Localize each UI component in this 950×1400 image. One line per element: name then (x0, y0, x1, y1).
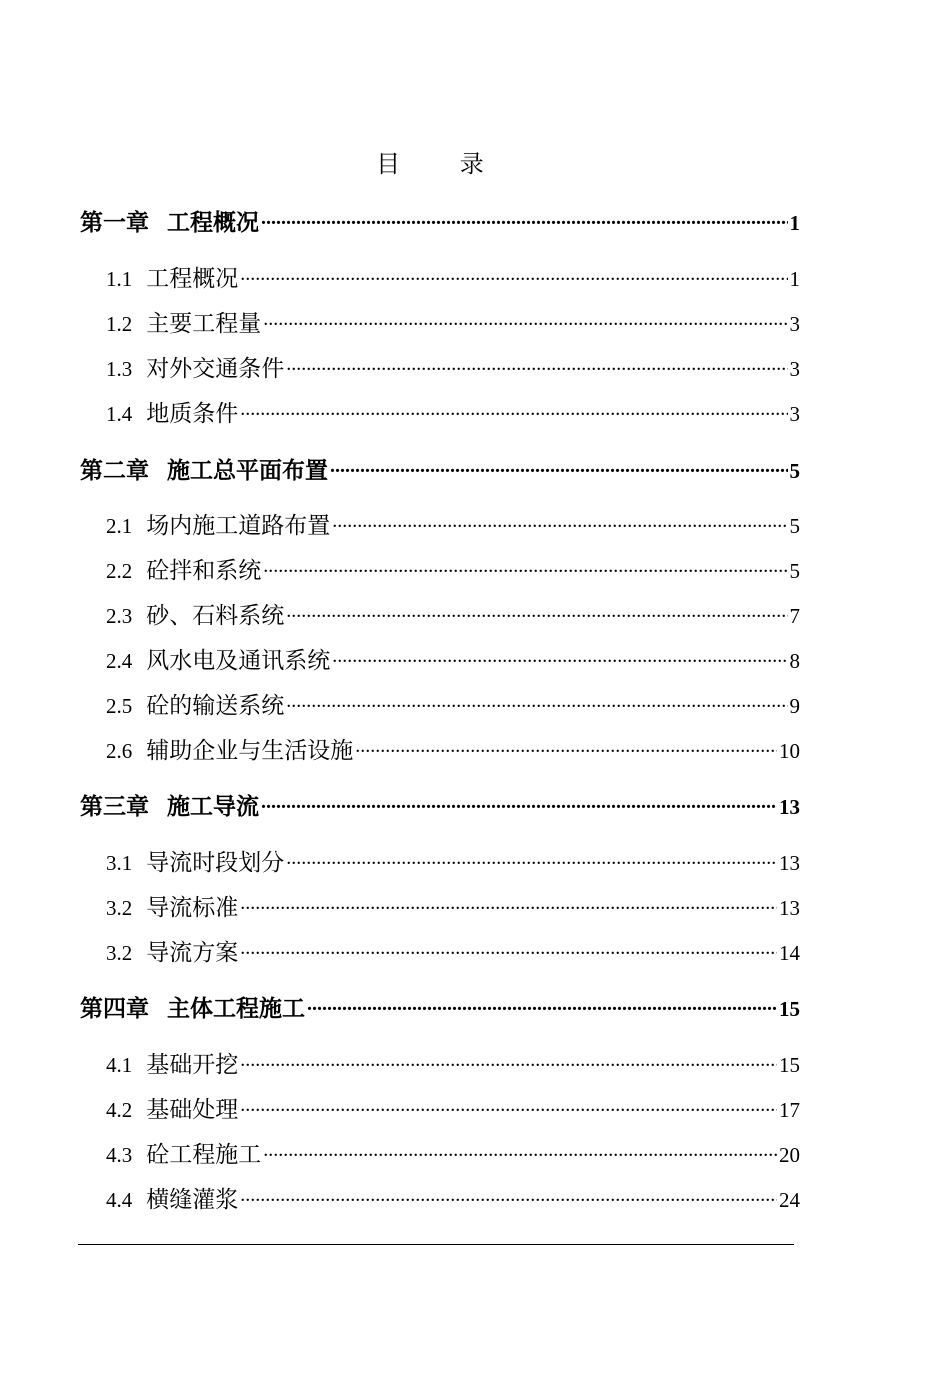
toc-entry-page: 1 (789, 211, 800, 235)
toc-entry-number: 4.4 (106, 1188, 133, 1212)
toc-entry-page: 3 (789, 312, 800, 336)
toc-entry-page: 13 (779, 795, 800, 819)
dot-leader (263, 555, 787, 578)
toc-entry-page: 13 (779, 896, 800, 920)
toc-entry-page: 15 (779, 997, 800, 1021)
toc-section-4-2[interactable] (106, 1091, 800, 1124)
toc-entry-title: 基础开挖 (146, 1052, 239, 1078)
toc-entry-page: 20 (779, 1143, 800, 1167)
toc-section-3-2[interactable] (106, 889, 800, 922)
toc-entry-page: 9 (789, 694, 800, 718)
toc-section-4-3[interactable] (106, 1136, 800, 1169)
toc-entry-page: 7 (789, 604, 800, 628)
toc-entry-number: 1.1 (106, 267, 133, 291)
toc-entry-page: 5 (789, 559, 800, 583)
toc-entry-title: 地质条件 (146, 401, 239, 427)
toc-entry-title: 导流方案 (146, 940, 239, 966)
toc-entry-title: 导流标准 (146, 895, 239, 921)
toc-entry-title: 砼工程施工 (146, 1142, 262, 1168)
toc-entry-number: 2.5 (106, 694, 133, 718)
toc-entry-title: 导流时段划分 (146, 850, 285, 876)
page-title: 目 录 (376, 150, 510, 178)
toc-entry-number: 2.6 (106, 739, 133, 763)
toc-section-3-3[interactable] (106, 934, 800, 967)
toc-entry-title: 施工总平面布置 (167, 458, 328, 484)
toc-section-3-1[interactable] (106, 844, 800, 877)
toc-section-4-1[interactable] (106, 1046, 800, 1079)
toc-entry-page: 13 (779, 851, 800, 875)
toc-section-2-6[interactable] (106, 732, 800, 765)
toc-section-1-4[interactable] (106, 395, 800, 428)
toc-section-1-2[interactable] (106, 305, 800, 338)
dot-leader (332, 645, 787, 668)
toc-entry-title: 主体工程施工 (167, 996, 305, 1022)
dot-leader (286, 600, 787, 623)
toc-entry-number: 1.4 (106, 402, 133, 426)
dot-leader (286, 690, 787, 713)
dot-leader (240, 1094, 777, 1117)
toc-entry-number: 第二章 (80, 458, 149, 484)
toc-entry-page: 1 (789, 267, 800, 291)
toc-entry-page: 5 (789, 514, 800, 538)
toc-section-2-1[interactable] (106, 507, 800, 540)
dot-leader (286, 353, 787, 376)
toc-chapter-4[interactable] (80, 990, 800, 1023)
toc-entry-number: 第四章 (80, 996, 149, 1022)
toc-entry-number: 4.1 (106, 1053, 133, 1077)
toc-entry-page: 3 (789, 357, 800, 381)
dot-leader (332, 510, 787, 533)
toc-entry-title: 横缝灌浆 (146, 1187, 239, 1213)
dot-leader (240, 892, 777, 915)
toc-section-1-1[interactable] (106, 260, 800, 293)
toc-entry-title: 风水电及通讯系统 (146, 648, 331, 674)
toc-entry-number: 4.3 (106, 1143, 133, 1167)
toc-entry-page: 5 (789, 459, 800, 483)
dot-leader (240, 1184, 777, 1207)
toc-entry-page: 15 (779, 1053, 800, 1077)
toc-entry-number: 第三章 (80, 794, 149, 820)
toc-section-1-3[interactable] (106, 350, 800, 383)
toc-entry-number: 第一章 (80, 210, 149, 236)
toc-entry-page: 14 (779, 941, 800, 965)
toc-entry-number: 3.2 (106, 896, 133, 920)
dot-leader (261, 791, 777, 814)
dot-leader (240, 398, 787, 421)
toc-entry-page: 10 (779, 739, 800, 763)
dot-leader (240, 1049, 777, 1072)
toc-entry-title: 场内施工道路布置 (146, 513, 331, 539)
toc-entry-page: 24 (779, 1188, 800, 1212)
toc-entry-number: 4.2 (106, 1098, 133, 1122)
toc-entry-number: 2.3 (106, 604, 133, 628)
toc-entry-number: 3.1 (106, 851, 133, 875)
toc-section-2-2[interactable] (106, 552, 800, 585)
toc-chapter-2[interactable] (80, 452, 800, 485)
dot-leader (240, 937, 777, 960)
toc-entry-title: 工程概况 (146, 266, 239, 292)
toc-entry-number: 3.2 (106, 941, 133, 965)
toc-entry-page: 3 (789, 402, 800, 426)
toc-entry-title: 工程概况 (167, 210, 259, 236)
toc-entry-title: 砂、石料系统 (146, 603, 285, 629)
dot-leader (307, 993, 777, 1016)
footer-divider (78, 1244, 794, 1245)
toc-entry-number: 1.3 (106, 357, 133, 381)
toc-section-2-3[interactable] (106, 597, 800, 630)
toc-entry-number: 2.2 (106, 559, 133, 583)
toc-entry-page: 8 (789, 649, 800, 673)
toc-entry-title: 基础处理 (146, 1097, 239, 1123)
toc-chapter-3[interactable] (80, 788, 800, 821)
toc-section-4-4[interactable] (106, 1181, 800, 1214)
toc-section-2-5[interactable] (106, 687, 800, 720)
toc-entry-number: 2.1 (106, 514, 133, 538)
dot-leader (355, 735, 777, 758)
dot-leader (240, 263, 787, 286)
dot-leader (263, 308, 787, 331)
toc-entry-title: 主要工程量 (146, 311, 262, 337)
toc-entry-page: 17 (779, 1098, 800, 1122)
dot-leader (261, 207, 788, 230)
toc-entry-number: 2.4 (106, 649, 133, 673)
dot-leader (330, 455, 788, 478)
toc-entry-number: 1.2 (106, 312, 133, 336)
toc-section-2-4[interactable] (106, 642, 800, 675)
toc-entry-title: 砼拌和系统 (146, 558, 262, 584)
dot-leader (286, 847, 777, 870)
toc-entry-title: 对外交通条件 (146, 356, 285, 382)
dot-leader (263, 1139, 777, 1162)
toc-entry-title: 施工导流 (167, 794, 259, 820)
toc-entry-title: 砼的输送系统 (146, 693, 285, 719)
toc-entry-title: 辅助企业与生活设施 (146, 738, 354, 764)
toc-chapter-1[interactable] (80, 204, 800, 237)
